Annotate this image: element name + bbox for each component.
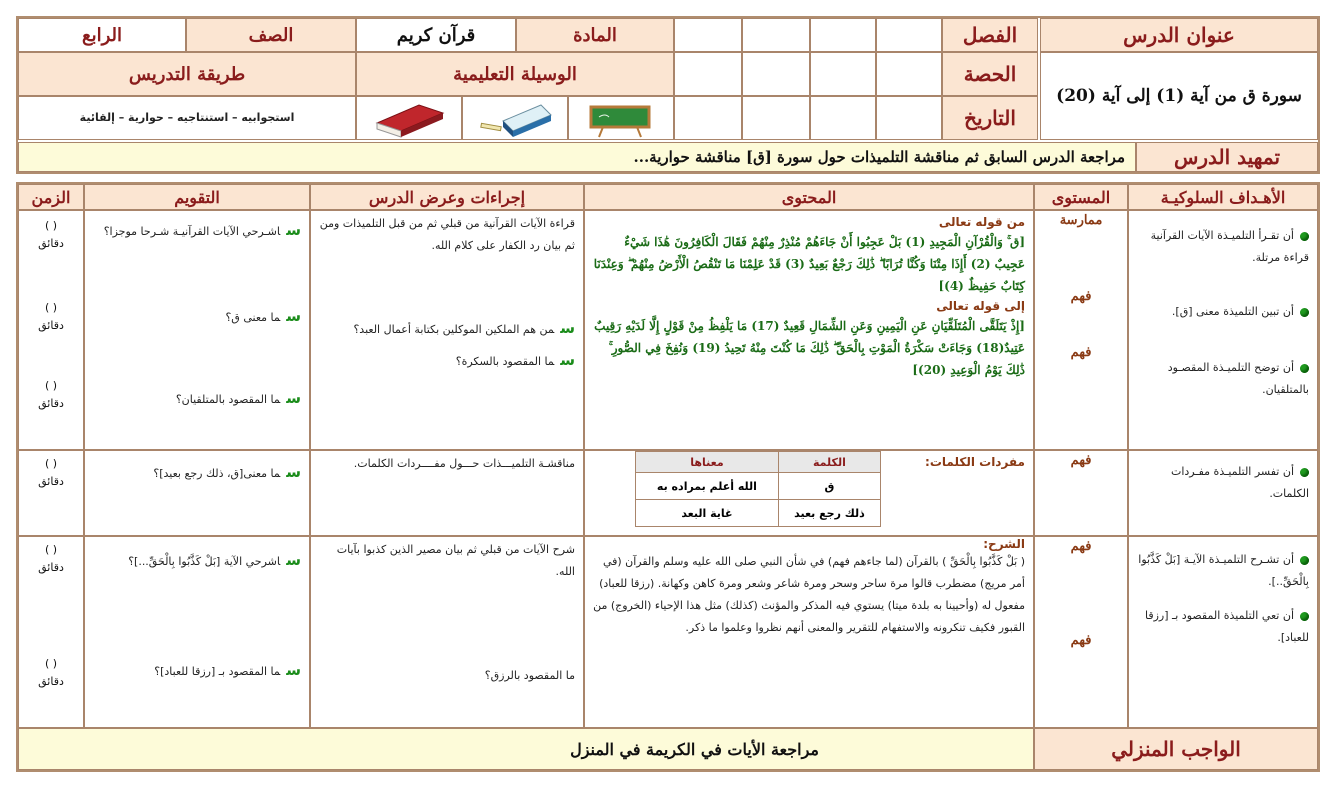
aid-book	[356, 96, 462, 140]
procedures-q2: سما المقصود بالسكرة؟	[455, 351, 575, 369]
col-content: المحتوى	[584, 184, 1034, 210]
procedures-text-2: مناقشـة التلميـــذات حـــول مفــــردات الكلمات.	[353, 457, 575, 470]
time-slot-6[interactable]: ( ) دقائق	[38, 657, 64, 688]
question-mark: س	[560, 319, 575, 337]
col-objectives: الأهـداف السلوكيـة	[1128, 184, 1318, 210]
method-label: طريقة التدريس	[18, 52, 356, 96]
question-mark: س	[286, 463, 301, 481]
evaluation-q4: سما معنى[ق، ذلك رجع بعيد]؟	[153, 463, 301, 481]
content-heading-2: إلى قوله تعالى	[936, 299, 1025, 313]
bullet-icon	[1300, 612, 1309, 621]
table-row	[636, 473, 881, 500]
grade-value: الرابع	[18, 18, 186, 52]
date-cell-1[interactable]	[876, 96, 942, 140]
row3-evaluation	[84, 536, 310, 728]
row2-objectives	[1128, 450, 1318, 536]
vocab-header-meaning: معناها	[636, 452, 779, 473]
vocab-table	[635, 451, 881, 527]
chalkboard-icon	[569, 97, 675, 141]
date-cell-4[interactable]	[674, 96, 742, 140]
homework-value: مراجعة الأيات في الكريمة في المنزل	[18, 728, 1034, 770]
method-value: استجوابيه – استنتاجيه – حوارية – إلقائية	[18, 96, 356, 140]
vocab-meaning: غاية البعد	[636, 500, 779, 527]
row2-procedures	[310, 450, 584, 536]
period-cell-2[interactable]	[810, 52, 876, 96]
objective-2: أن تبين التلميذة معنى [ق].	[1135, 301, 1309, 357]
period-cell-3[interactable]	[742, 52, 810, 96]
row2-time	[18, 450, 84, 536]
question-mark: س	[286, 389, 301, 407]
procedures-text-3: شرح الآيات من قبلي ثم بيان مصير الذين كذبوا بآيات الله.	[336, 543, 575, 578]
class-cell-2[interactable]	[810, 18, 876, 52]
row1-level	[1034, 210, 1128, 450]
grade-label: الصف	[186, 18, 356, 52]
row1-time	[18, 210, 84, 450]
objective-4: أن تفسر التلميـذة مفـردات الكلمات.	[1171, 465, 1309, 500]
evaluation-q2: سما معنى ق؟	[225, 307, 301, 325]
intro-label: تمهيد الدرس	[1136, 142, 1318, 172]
content-heading-1: من قوله تعالى	[938, 215, 1025, 229]
row1-content	[584, 210, 1034, 450]
explanation-text: ( بَلْ كَذَّبُوا بِالْحَقِّ ) بالقرآن (لما جاءهم فهم) في شأن النبي صلى الله عليه وسلم والقرآن (في أمر مريج) مضطرب قالوا مرة ساحر وسحر ومرة شاعر وشعر ومرة كاهن وكهانة. (رزقا للعباد) مفعول له (وأحيينا به بلدة ميتا) يستوي فيه المذكر والمؤنث (كذلك) مثل هذا الإحياء (الخروج) من القبور فكيف تنكرونه والاستفهام للتقرير والمعنى أنهم نظروا وعلموا ما ذكر.	[593, 555, 1025, 634]
level-3: فهم	[1070, 345, 1092, 360]
eraser-chalk-icon	[463, 97, 569, 141]
vocab-word: ذلك رجع بعيد	[778, 500, 880, 527]
row3-level	[1034, 536, 1128, 728]
col-procedures: إجراءات وعرض الدرس	[310, 184, 584, 210]
aid-eraser	[462, 96, 568, 140]
subject-value: قرآن كريم	[356, 18, 516, 52]
aid-chalkboard	[568, 96, 674, 140]
class-label: الفصل	[942, 18, 1038, 52]
level-5: فهم	[1070, 539, 1092, 554]
table-row	[636, 500, 881, 527]
objective-3: أن توضح التلميـذة المقصـود بالمتلقيان.	[1167, 361, 1309, 396]
vocab-heading: مفردات الكلمات:	[925, 455, 1025, 469]
objective-5: أن تشـرح التلميـذة الآيـة [بَلْ كَذَّبُوا بِالْحَقِّ..].	[1138, 553, 1309, 588]
aid-label: الوسيلة التعليمية	[356, 52, 674, 96]
row3-procedures	[310, 536, 584, 728]
bullet-icon	[1300, 308, 1309, 317]
bullet-icon	[1300, 364, 1309, 373]
book-icon	[357, 97, 463, 141]
evaluation-q1: ساشـرحي الآيات القرآنيـة شـرحا موجزا؟	[103, 221, 301, 239]
verses-1: [ق ۚ وَالْقُرْآنِ الْمَجِيدِ (1) بَلْ عَجِبُوا أَنْ جَاءَهُمْ مُنْذِرٌ مِنْهُمْ فَقَالَ الْكَافِرُونَ هَٰذَا شَيْءٌ عَجِيبٌ (2) أَإِذَا مِتْنَا وَكُنَّا تُرَابًا ۖ ذَٰلِكَ رَجْعٌ بَعِيدٌ (3) قَدْ عَلِمْنَا مَا تَنْقُصُ الْأَرْضُ مِنْهُمْ ۖ وَعِنْدَنَا كِتَابٌ حَفِيظٌ (4)]	[593, 235, 1025, 293]
level-1: ممارسة	[1059, 213, 1103, 228]
period-label: الحصة	[942, 52, 1038, 96]
lesson-title-label: عنوان الدرس	[1040, 18, 1318, 52]
vocab-word: ق	[778, 473, 880, 500]
question-mark: س	[286, 551, 301, 569]
procedures-q1: سمن هم الملكين الموكلين بكتابة أعمال العبد؟	[353, 319, 575, 337]
class-cell-4[interactable]	[674, 18, 742, 52]
row2-level	[1034, 450, 1128, 536]
row3-objectives	[1128, 536, 1318, 728]
bullet-icon	[1300, 232, 1309, 241]
row2-evaluation	[84, 450, 310, 536]
evaluation-q3: سما المقصود بالمتلقيان؟	[175, 389, 301, 407]
vocab-header-word: الكلمة	[778, 452, 880, 473]
question-mark: س	[286, 221, 301, 239]
row1-objectives	[1128, 210, 1318, 450]
class-cell-1[interactable]	[876, 18, 942, 52]
row2-content	[584, 450, 1034, 536]
vocab-meaning: الله أعلم بمراده به	[636, 473, 779, 500]
homework-label: الواجب المنزلي	[1034, 728, 1318, 770]
time-slot-5[interactable]: ( ) دقائق	[38, 543, 64, 574]
col-time: الزمن	[18, 184, 84, 210]
date-label: التاريخ	[942, 96, 1038, 140]
question-mark: س	[286, 307, 301, 325]
date-cell-3[interactable]	[742, 96, 810, 140]
time-slot-4[interactable]: ( ) دقائق	[38, 457, 64, 488]
col-level: المستوى	[1034, 184, 1128, 210]
evaluation-q6: سما المقصود بـ [رزقا للعباد]؟	[154, 661, 301, 679]
verses-2: [إِذْ يَتَلَقَّى الْمُتَلَقِّيَانِ عَنِ الْيَمِينِ وَعَنِ الشِّمَالِ قَعِيدٌ (17) مَا يَلْفِظُ مِنْ قَوْلٍ إِلَّا لَدَيْهِ رَقِيبٌ عَتِيدٌ(18) وَجَاءَتْ سَكْرَةُ الْمَوْتِ بِالْحَقِّ ۖ ذَٰلِكَ مَا كُنْتَ مِنْهُ تَحِيدُ (19) وَنُفِخَ فِي الصُّورِ ۚ ذَٰلِكَ يَوْمُ الْوَعِيدِ (20)]	[594, 319, 1025, 377]
row3-content	[584, 536, 1034, 728]
explanation-heading: الشرح:	[983, 537, 1025, 551]
level-2: فهم	[1070, 289, 1092, 304]
time-slot-1[interactable]: ( ) دقائق	[38, 219, 64, 250]
objective-1: أن تقـرأ التلميـذة الآيات القرآنية قراءة مرتلة.	[1150, 229, 1309, 264]
subject-label: المادة	[516, 18, 674, 52]
bullet-icon	[1300, 468, 1309, 477]
question-mark: س	[560, 351, 575, 369]
level-4: فهم	[1070, 453, 1092, 468]
date-cell-2[interactable]	[810, 96, 876, 140]
row1-procedures	[310, 210, 584, 450]
intro-value: مراجعة الدرس السابق ثم مناقشة التلميذات حول سورة [ق] مناقشة حوارية...	[18, 142, 1136, 172]
level-6: فهم	[1070, 633, 1092, 648]
lesson-title-value: سورة ق من آية (1) إلى آية (20)	[1040, 52, 1318, 140]
time-slot-3[interactable]: ( ) دقائق	[38, 379, 64, 410]
period-cell-4[interactable]	[674, 52, 742, 96]
row1-evaluation	[84, 210, 310, 450]
time-slot-2[interactable]: ( ) دقائق	[38, 301, 64, 332]
procedures-q3: ما المقصود بالرزق؟	[484, 669, 575, 682]
procedures-text: قراءة الآيات القرآنية من قبلي ثم من قبل التلميذات ومن ثم بيان رد الكفار على كلام الله.	[319, 217, 575, 252]
evaluation-q5: ساشرحي الآية [بَلْ كَذَّبُوا بِالْحَقِّ...]؟	[128, 551, 301, 569]
period-cell-1[interactable]	[876, 52, 942, 96]
row3-time	[18, 536, 84, 728]
objective-6: أن تعي التلميذة المقصود بـ [رزقا للعباد].	[1145, 609, 1309, 644]
class-cell-3[interactable]	[742, 18, 810, 52]
question-mark: س	[286, 661, 301, 679]
bullet-icon	[1300, 556, 1309, 565]
col-evaluation: التقويم	[84, 184, 310, 210]
